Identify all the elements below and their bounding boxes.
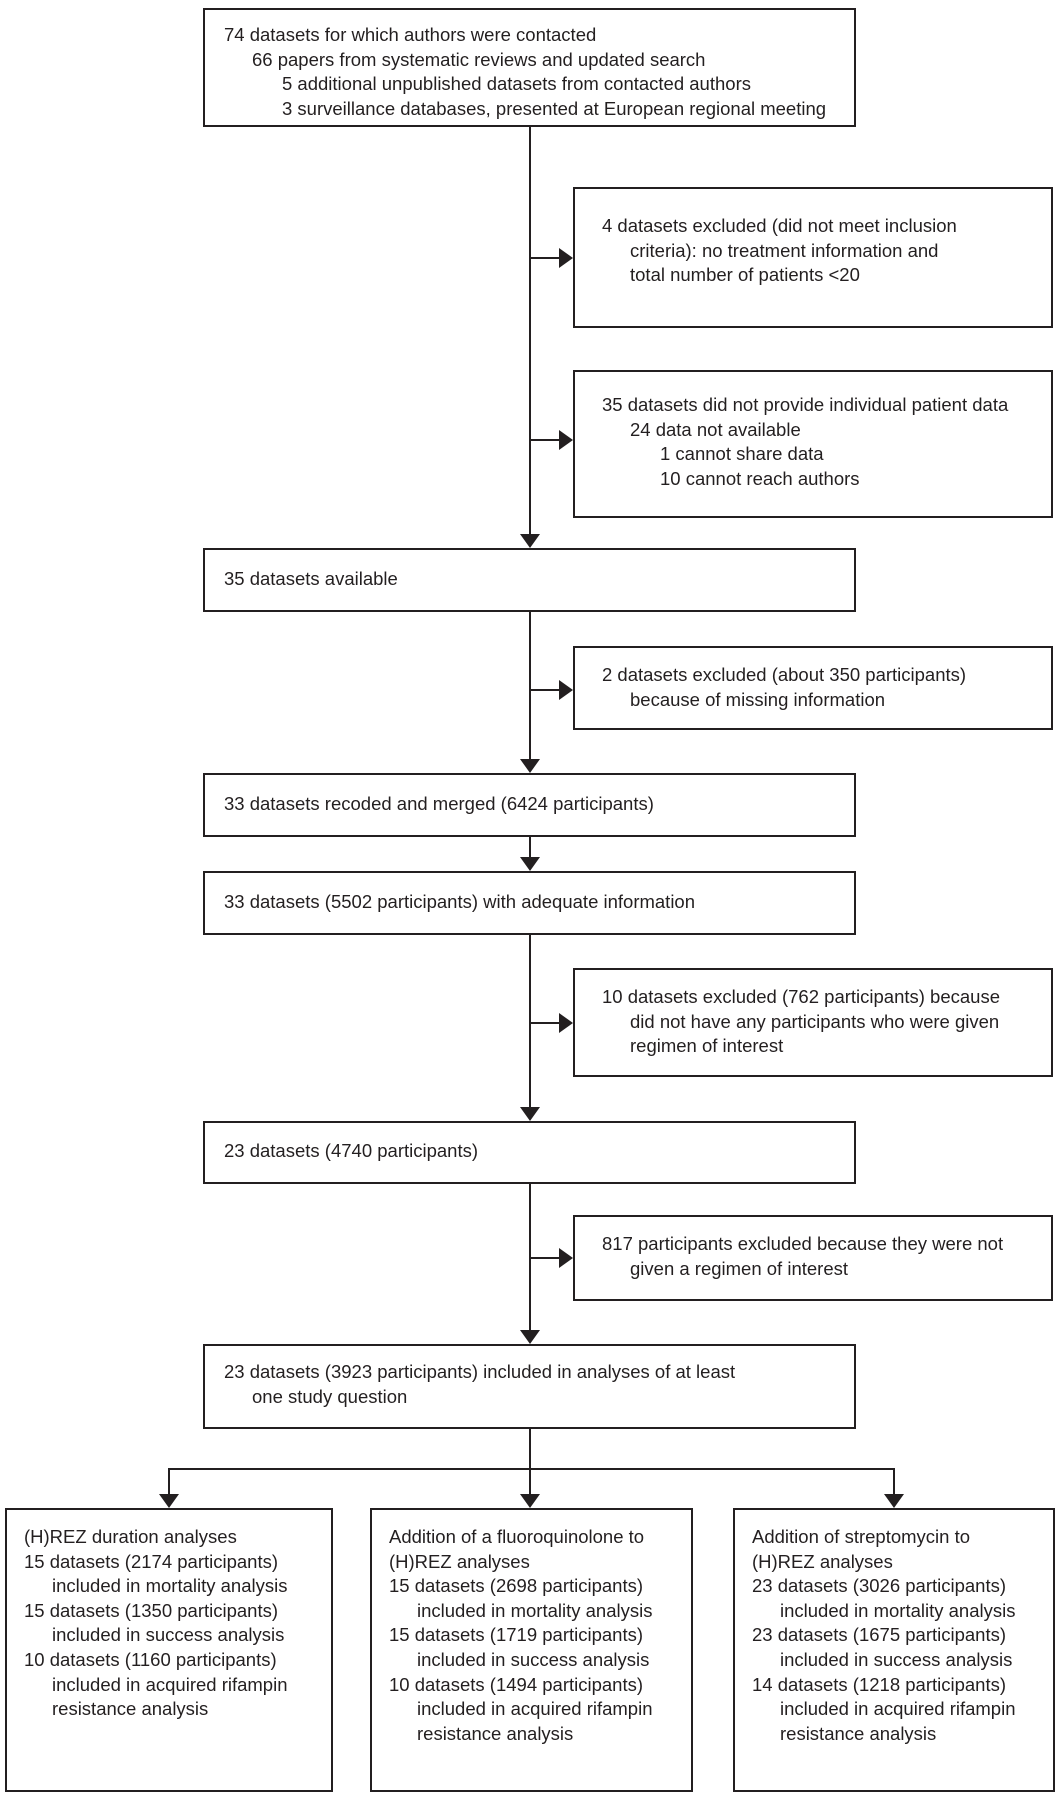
text-line: 10 datasets (1494 participants) (389, 1673, 644, 1695)
box-datasets-recoded-merged (203, 773, 856, 837)
text-line: one study question (252, 1385, 408, 1407)
text-line: 23 datasets (1675 participants) (752, 1624, 1007, 1646)
text-line: 5 additional unpublished datasets from contacted authors (282, 73, 751, 95)
text-line: did not have any participants who were given (630, 1010, 1000, 1032)
box-datasets-contacted (203, 8, 856, 127)
text-line: included in acquired rifampin (52, 1673, 288, 1695)
text-line: included in success analysis (417, 1648, 650, 1670)
arrow-down-included (520, 1330, 540, 1344)
box-excluded-817-participants (573, 1215, 1053, 1301)
box-excluded-no-individual-patient-data (573, 370, 1053, 518)
text-line: 23 datasets (4740 participants) (224, 1140, 479, 1161)
text-line: 4 datasets excluded (did not meet inclusion (602, 215, 957, 236)
text-line: 2 datasets excluded (about 350 participants) (602, 664, 967, 685)
box-streptomycin-analyses (733, 1508, 1055, 1792)
box-fluoroquinolone-analyses (370, 1508, 693, 1792)
arrow-down-available (520, 534, 540, 548)
text-line: included in mortality analysis (52, 1575, 288, 1597)
arrow-down-4740 (520, 1107, 540, 1121)
text-line: 33 datasets recoded and merged (6424 participants) (224, 793, 654, 814)
text-line: 74 datasets for which authors were contacted (224, 24, 597, 45)
box-included-in-analyses (203, 1344, 856, 1429)
text-line: regimen of interest (630, 1035, 784, 1057)
text-line: 66 papers from systematic reviews and updated search (252, 48, 706, 70)
arrow-right-excl-ipd (559, 430, 573, 450)
text-line: Addition of a fluoroquinolone to (389, 1526, 645, 1547)
text-line: included in acquired rifampin (780, 1698, 1016, 1720)
text-line: 10 datasets (1160 participants) (24, 1648, 277, 1670)
text-line: 24 data not available (630, 418, 801, 440)
arrow-right-excl-817 (559, 1248, 573, 1268)
text-line: 23 datasets (3026 participants) (752, 1575, 1007, 1597)
arrow-down-streptomycin (884, 1494, 904, 1508)
text-line: total number of patients <20 (630, 264, 860, 286)
text-line: 817 participants excluded because they were not (602, 1233, 1004, 1254)
box-excluded-inclusion-criteria (573, 187, 1053, 328)
text-line: given a regimen of interest (630, 1257, 849, 1279)
text-line: included in success analysis (780, 1648, 1013, 1670)
arrow-right-excl-inclusion (559, 248, 573, 268)
text-line: 10 datasets excluded (762 participants) because (602, 986, 1001, 1007)
text-line: included in mortality analysis (417, 1599, 653, 1621)
text-line: 10 cannot reach authors (660, 467, 860, 489)
text-line: 15 datasets (2698 participants) (389, 1575, 644, 1597)
text-line: 23 datasets (3923 participants) included in analyses of at least (224, 1361, 736, 1382)
text-line: resistance analysis (780, 1722, 937, 1744)
text-line: resistance analysis (52, 1698, 209, 1720)
text-line: (H)REZ duration analyses (24, 1526, 237, 1547)
text-line: Addition of streptomycin to (752, 1526, 970, 1547)
text-line: 15 datasets (1719 participants) (389, 1624, 644, 1646)
text-line: included in mortality analysis (780, 1599, 1016, 1621)
text-line: 35 datasets available (224, 568, 398, 589)
text-line: 15 datasets (1350 participants) (24, 1599, 279, 1621)
box-excluded-missing-information (573, 646, 1053, 730)
text-line: (H)REZ analyses (389, 1550, 530, 1572)
text-line: included in acquired rifampin (417, 1698, 653, 1720)
arrow-down-recoded (520, 759, 540, 773)
arrow-right-excl-missing (559, 680, 573, 700)
box-hrez-duration-analyses (5, 1508, 333, 1792)
text-line: 15 datasets (2174 participants) (24, 1550, 279, 1572)
arrow-right-excl-regimen (559, 1013, 573, 1033)
box-excluded-no-regimen-of-interest (573, 968, 1053, 1077)
text-line: 33 datasets (5502 participants) with adequate information (224, 891, 696, 912)
text-line: criteria): no treatment information and (630, 239, 939, 261)
arrow-down-adequate (520, 857, 540, 871)
text-line: 14 datasets (1218 participants) (752, 1673, 1007, 1695)
text-line: because of missing information (630, 688, 886, 710)
box-datasets-available (203, 548, 856, 612)
arrow-down-duration (159, 1494, 179, 1508)
text-line: 3 surveillance databases, presented at European regional meeting (282, 97, 827, 119)
text-line: 1 cannot share data (660, 443, 824, 465)
text-line: (H)REZ analyses (752, 1550, 893, 1572)
arrow-down-fluoroquinolone (520, 1494, 540, 1508)
text-line: resistance analysis (417, 1722, 574, 1744)
text-line: 35 datasets did not provide individual patient data (602, 394, 1009, 415)
box-datasets-adequate-information (203, 871, 856, 935)
text-line: included in success analysis (52, 1624, 285, 1646)
box-datasets-4740-participants (203, 1121, 856, 1184)
